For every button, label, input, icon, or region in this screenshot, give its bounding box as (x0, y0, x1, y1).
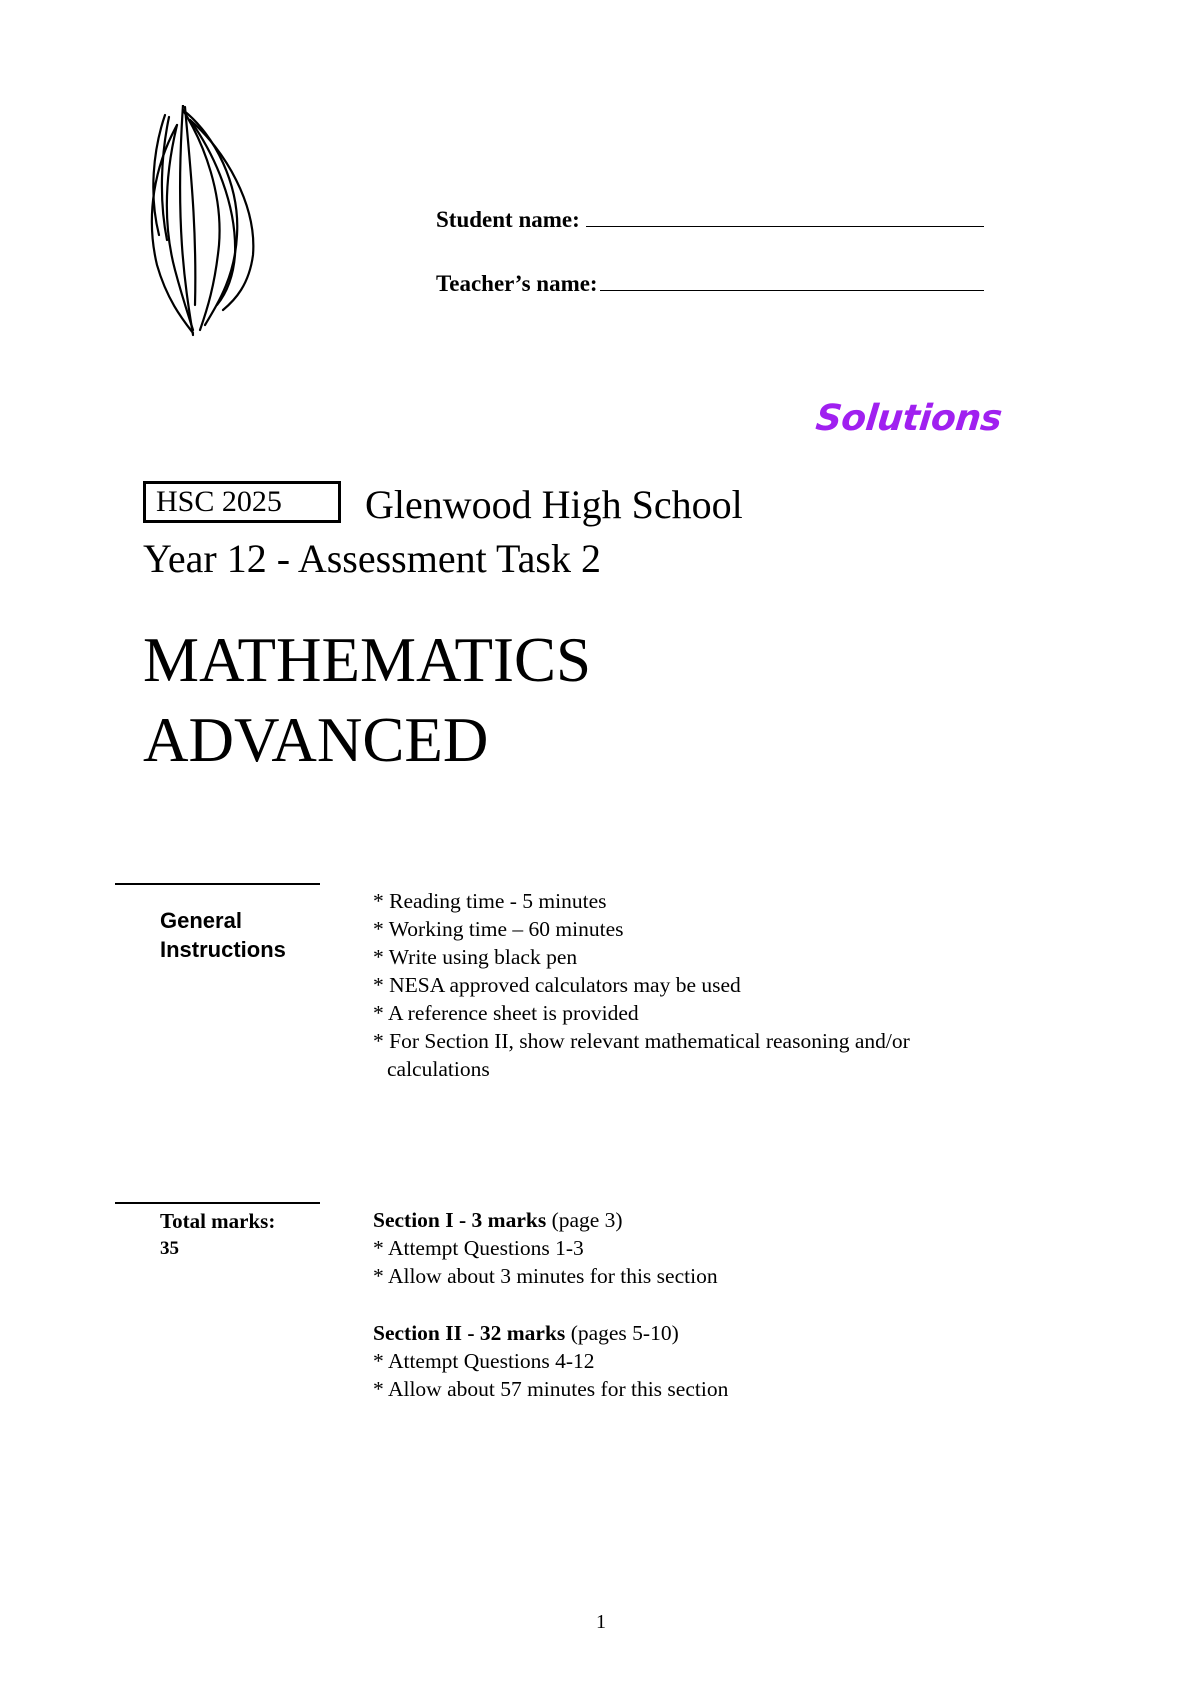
instruction-item: * NESA approved calculators may be used (373, 973, 741, 997)
section-1-info (373, 1206, 718, 1290)
instruction-item: * Reading time - 5 minutes (373, 889, 607, 913)
general-instructions-list (373, 887, 993, 1083)
section-1-heading (373, 1206, 718, 1234)
subject-title-line1: MATHEMATICS (143, 625, 592, 695)
section-2-info (373, 1319, 728, 1403)
eucalyptus-leaves-icon (145, 105, 265, 340)
section-2-item: * Allow about 57 minutes for this section (373, 1377, 729, 1401)
general-instructions-label-line2: Instructions (160, 937, 286, 962)
section-2-item: * Attempt Questions 4-12 (373, 1349, 595, 1373)
section-2-heading (373, 1319, 728, 1347)
hsc-badge: HSC 2025 (143, 481, 341, 523)
section-1-item: * Allow about 3 minutes for this section (373, 1264, 718, 1288)
subject-title-line2: ADVANCED (143, 705, 489, 775)
student-name-value: Solutions (813, 398, 1004, 439)
teacher-name-row (436, 270, 984, 297)
total-marks-label: Total marks: (160, 1209, 276, 1233)
instruction-item: * Write using black pen (373, 945, 578, 969)
section-1-pages: (page 3) (551, 1208, 623, 1232)
section-1-title: Section I - 3 marks (373, 1208, 547, 1232)
student-name-field[interactable] (586, 206, 1004, 439)
instruction-item: * Working time – 60 minutes (373, 917, 624, 941)
total-marks-value: 35 (160, 1238, 179, 1259)
page-number: 1 (596, 1611, 606, 1633)
teacher-name-field[interactable] (600, 270, 984, 291)
school-name: Glenwood High School (365, 482, 743, 527)
general-instructions-label-line1: General (160, 908, 242, 933)
divider (115, 883, 320, 885)
section-2-pages: (pages 5-10) (570, 1321, 679, 1345)
general-instructions-label (160, 906, 320, 964)
student-name-label: Student name: (436, 207, 580, 232)
instruction-item: * A reference sheet is provided (373, 1001, 639, 1025)
assessment-task-title: Year 12 - Assessment Task 2 (143, 536, 601, 581)
divider (115, 1202, 320, 1204)
instruction-item: * For Section II, show relevant mathematical reasoning and/or calculations (373, 1029, 910, 1081)
teacher-name-label: Teacher’s name: (436, 271, 598, 296)
section-1-item: * Attempt Questions 1-3 (373, 1236, 584, 1260)
subject-title (143, 620, 591, 780)
section-2-title: Section II - 32 marks (373, 1321, 566, 1345)
